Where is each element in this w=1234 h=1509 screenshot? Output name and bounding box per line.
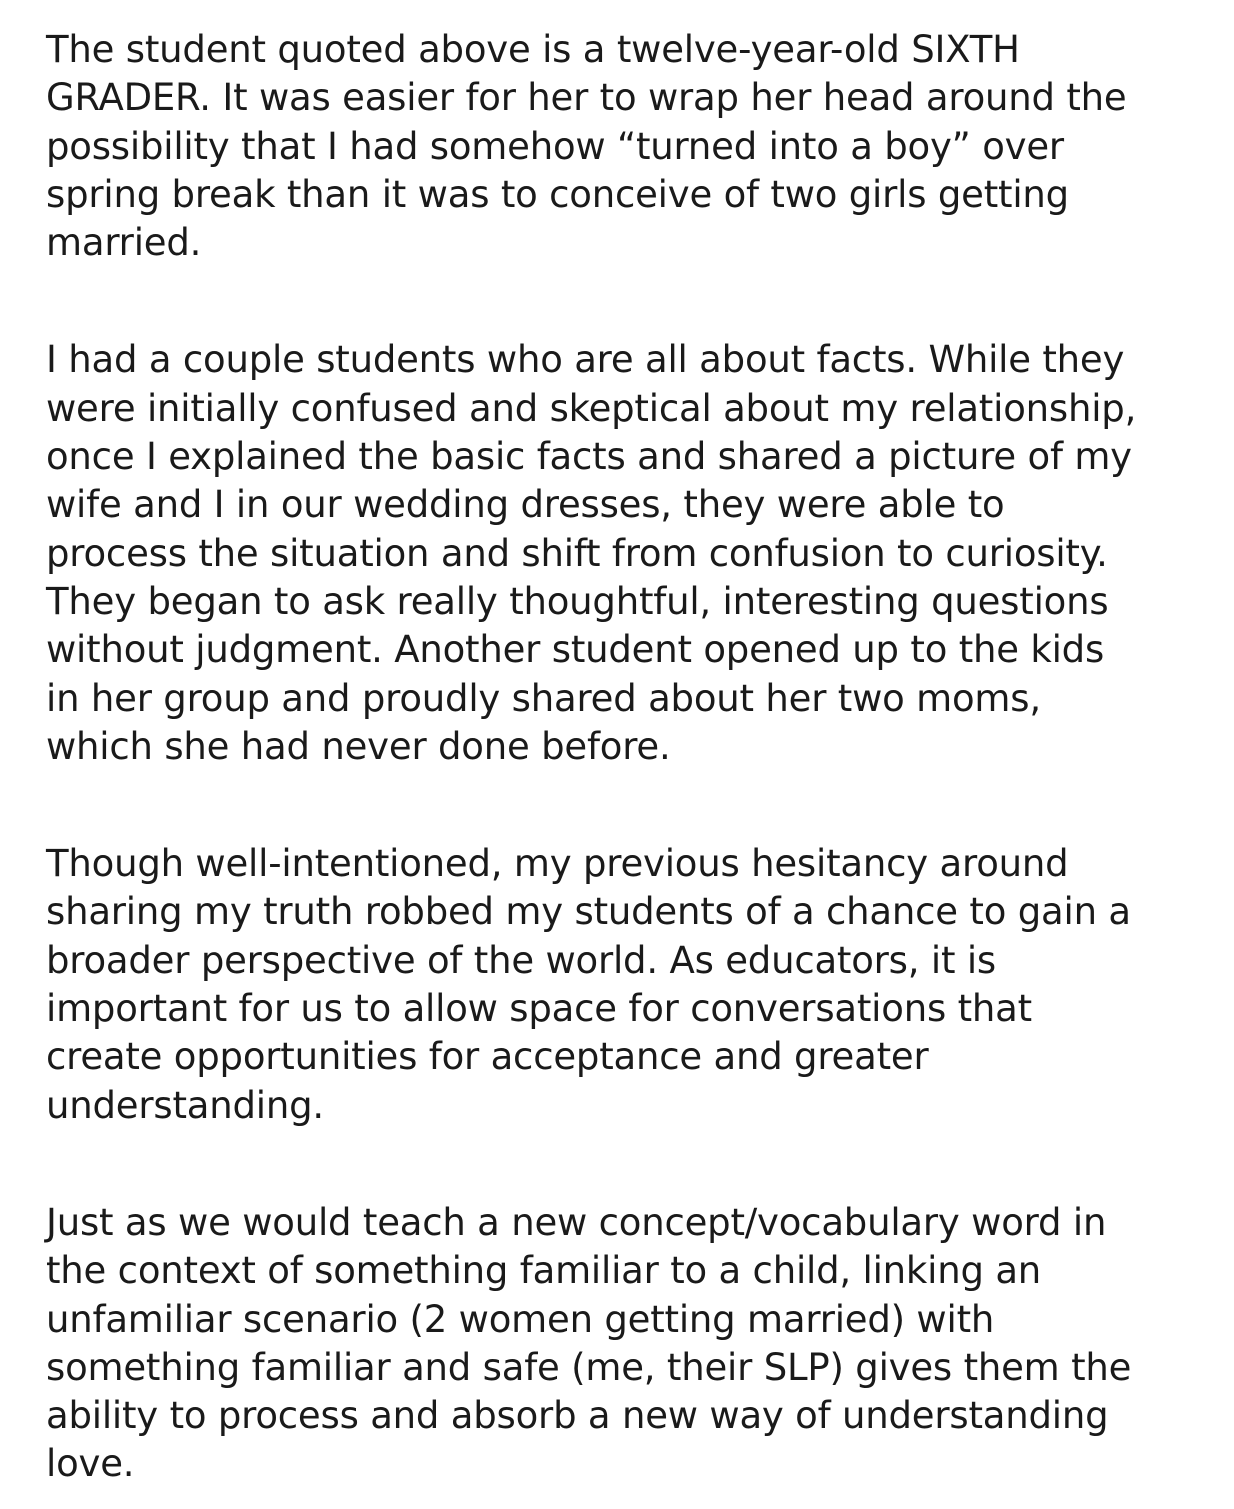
paragraph-line: I had a couple students who are all about facts. While they <box>46 338 1125 382</box>
paragraph-2 <box>46 336 1206 771</box>
paragraph-line: process the situation and shift from confusion to curiosity. <box>46 531 1108 575</box>
paragraph-line: GRADER. It was easier for her to wrap her head around the <box>46 76 1127 120</box>
paragraph-line: the context of something familiar to a child, linking an <box>46 1249 1042 1293</box>
paragraph-line: possibility that I had somehow “turned into a boy” over <box>46 124 1064 168</box>
paragraph-line: were initially confused and skeptical about my relationship, <box>46 386 1137 430</box>
article-body <box>46 26 1206 1489</box>
paragraph-line: create opportunities for acceptance and greater <box>46 1035 929 1079</box>
paragraph-line: understanding. <box>46 1083 324 1127</box>
paragraph-line: ability to process and absorb a new way of understanding <box>46 1394 1109 1438</box>
paragraph-line: once I explained the basic facts and shared a picture of my <box>46 435 1132 479</box>
paragraph-line: married. <box>46 221 202 265</box>
paragraph-line: Though well-intentioned, my previous hesitancy around <box>46 842 1069 886</box>
paragraph-line: important for us to allow space for conversations that <box>46 987 1032 1031</box>
paragraph-line: The student quoted above is a twelve-year-old SIXTH <box>46 28 1020 71</box>
paragraph-line: love. <box>46 1442 135 1486</box>
paragraph-line: wife and I in our wedding dresses, they were able to <box>46 483 1005 527</box>
paragraph-spacer <box>46 267 1206 336</box>
paragraph-line: in her group and proudly shared about her two moms, <box>46 676 1041 720</box>
paragraph-line: broader perspective of the world. As educators, it is <box>46 938 996 982</box>
paragraph-spacer <box>46 1130 1206 1199</box>
paragraph-line: without judgment. Another student opened up to the kids <box>46 628 1105 672</box>
paragraph-line: They began to ask really thoughtful, interesting questions <box>46 579 1109 623</box>
paragraph-1 <box>46 26 1206 267</box>
paragraph-line: which she had never done before. <box>46 724 671 768</box>
paragraph-line: sharing my truth robbed my students of a chance to gain a <box>46 890 1131 934</box>
paragraph-4 <box>46 1199 1206 1489</box>
paragraph-line: Just as we would teach a new concept/vocabulary word in <box>46 1200 1107 1244</box>
paragraph-line: something familiar and safe (me, their SLP) gives them the <box>46 1345 1132 1389</box>
paragraph-line: spring break than it was to conceive of two girls getting <box>46 172 1069 216</box>
paragraph-3 <box>46 840 1206 1130</box>
paragraph-spacer <box>46 771 1206 840</box>
paragraph-line: unfamiliar scenario (2 women getting married) with <box>46 1297 995 1341</box>
